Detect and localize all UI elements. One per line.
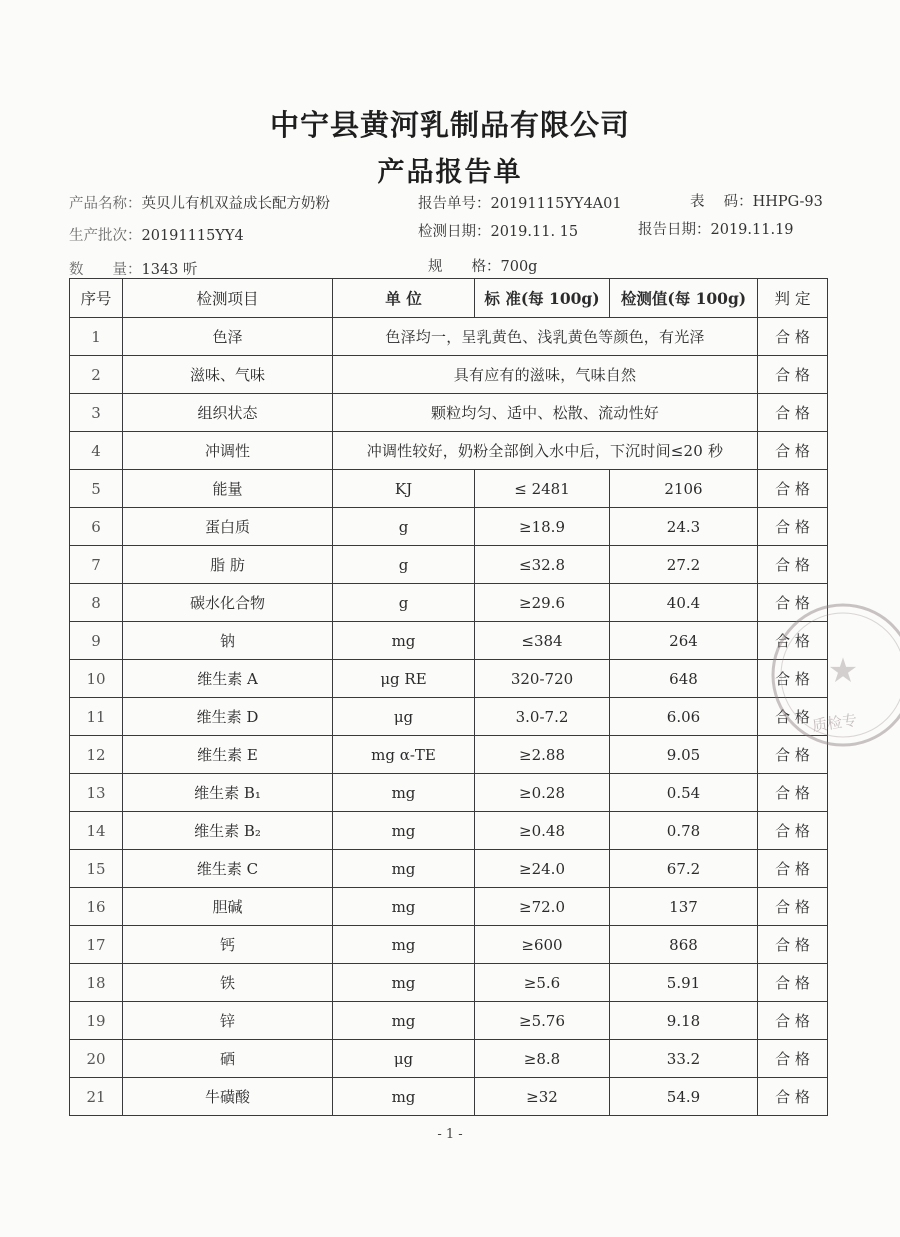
row-no: 18: [70, 964, 123, 1002]
row-item: 维生素 B₁: [123, 774, 333, 812]
row-result: 合 格: [758, 736, 828, 774]
page-number: - 1 -: [437, 1127, 463, 1142]
row-result: 合 格: [758, 318, 828, 356]
table-row: [70, 584, 828, 622]
row-value: 2106: [610, 470, 758, 508]
row-no: 5: [70, 470, 123, 508]
row-no: 16: [70, 888, 123, 926]
row-result: 合 格: [758, 622, 828, 660]
row-value: 67.2: [610, 850, 758, 888]
row-result: 合 格: [758, 774, 828, 812]
row-no: 12: [70, 736, 123, 774]
row-standard: ≥2.88: [475, 736, 610, 774]
row-no: 2: [70, 356, 123, 394]
row-unit: g: [333, 584, 475, 622]
row-value: 0.78: [610, 812, 758, 850]
row-item: 能量: [123, 470, 333, 508]
row-standard: 320-720: [475, 660, 610, 698]
row-standard: ≥0.28: [475, 774, 610, 812]
table-row: [70, 622, 828, 660]
row-value: 27.2: [610, 546, 758, 584]
row-item: 滋味、气味: [123, 356, 333, 394]
quantity: 数 量：1343 听: [69, 262, 198, 278]
row-value: 9.05: [610, 736, 758, 774]
table-body: [70, 318, 828, 1116]
row-no: 13: [70, 774, 123, 812]
row-value: 5.91: [610, 964, 758, 1002]
report-title: 产品报告单: [377, 157, 523, 188]
table-row: [70, 1078, 828, 1116]
row-no: 10: [70, 660, 123, 698]
row-result: 合 格: [758, 660, 828, 698]
table-row: [70, 660, 828, 698]
row-value: 137: [610, 888, 758, 926]
row-no: 15: [70, 850, 123, 888]
row-item: 脂 肪: [123, 546, 333, 584]
row-standard: ≤32.8: [475, 546, 610, 584]
row-value: 0.54: [610, 774, 758, 812]
row-result: 合 格: [758, 812, 828, 850]
row-no: 21: [70, 1078, 123, 1116]
row-value: 24.3: [610, 508, 758, 546]
row-description: 具有应有的滋味，气味自然: [333, 356, 758, 394]
stamp-star: ★: [827, 651, 859, 691]
quality-stamp: [758, 590, 900, 760]
row-standard: ≥5.6: [475, 964, 610, 1002]
row-value: 868: [610, 926, 758, 964]
row-no: 11: [70, 698, 123, 736]
row-no: 14: [70, 812, 123, 850]
row-standard: ≤384: [475, 622, 610, 660]
row-item: 维生素 B₂: [123, 812, 333, 850]
row-result: 合 格: [758, 964, 828, 1002]
table-row: [70, 318, 828, 356]
row-value: 54.9: [610, 1078, 758, 1116]
row-result: 合 格: [758, 584, 828, 622]
row-result: 合 格: [758, 926, 828, 964]
row-item: 铁: [123, 964, 333, 1002]
row-item: 维生素 C: [123, 850, 333, 888]
table-row: [70, 470, 828, 508]
row-no: 4: [70, 432, 123, 470]
row-unit: g: [333, 508, 475, 546]
table-row: [70, 736, 828, 774]
row-standard: ≥18.9: [475, 508, 610, 546]
table-row: [70, 1040, 828, 1078]
row-no: 7: [70, 546, 123, 584]
row-unit: mg: [333, 964, 475, 1002]
test-date: 检测日期：2019.11. 15: [418, 224, 579, 240]
table-row: [70, 356, 828, 394]
row-unit: KJ: [333, 470, 475, 508]
row-item: 硒: [123, 1040, 333, 1078]
row-result: 合 格: [758, 432, 828, 470]
row-no: 17: [70, 926, 123, 964]
stamp-text: 质检专: [811, 710, 859, 736]
row-no: 19: [70, 1002, 123, 1040]
table-row: [70, 774, 828, 812]
row-no: 1: [70, 318, 123, 356]
row-result: 合 格: [758, 888, 828, 926]
row-unit: mg: [333, 774, 475, 812]
row-unit: g: [333, 546, 475, 584]
table-row: [70, 1002, 828, 1040]
row-unit: mg: [333, 850, 475, 888]
table-row: [70, 508, 828, 546]
header-item: 检测项目: [123, 279, 333, 318]
row-result: 合 格: [758, 546, 828, 584]
row-item: 牛磺酸: [123, 1078, 333, 1116]
row-value: 648: [610, 660, 758, 698]
row-result: 合 格: [758, 1002, 828, 1040]
report-date: 报告日期：2019.11.19: [638, 222, 794, 238]
row-value: 264: [610, 622, 758, 660]
row-item: 钠: [123, 622, 333, 660]
row-unit: mg: [333, 926, 475, 964]
production-batch: 生产批次：20191115YY4: [69, 228, 244, 244]
row-description: 颗粒均匀、适中、松散、流动性好: [333, 394, 758, 432]
row-item: 胆碱: [123, 888, 333, 926]
row-result: 合 格: [758, 470, 828, 508]
table-row: [70, 888, 828, 926]
report-number: 报告单号：20191115YY4A01: [418, 196, 622, 212]
row-result: 合 格: [758, 356, 828, 394]
row-item: 蛋白质: [123, 508, 333, 546]
form-code: 表 码：HHPG-93: [690, 194, 823, 210]
row-standard: ≤ 2481: [475, 470, 610, 508]
table-header-row: [70, 279, 828, 318]
row-item: 维生素 A: [123, 660, 333, 698]
row-item: 维生素 D: [123, 698, 333, 736]
row-standard: 3.0-7.2: [475, 698, 610, 736]
row-result: 合 格: [758, 1078, 828, 1116]
row-result: 合 格: [758, 394, 828, 432]
table-row: [70, 394, 828, 432]
row-no: 6: [70, 508, 123, 546]
row-value: 40.4: [610, 584, 758, 622]
row-unit: μg: [333, 698, 475, 736]
row-standard: ≥8.8: [475, 1040, 610, 1078]
row-description: 色泽均一，呈乳黄色、浅乳黄色等颜色，有光泽: [333, 318, 758, 356]
row-value: 33.2: [610, 1040, 758, 1078]
row-unit: μg RE: [333, 660, 475, 698]
row-item: 维生素 E: [123, 736, 333, 774]
row-standard: ≥29.6: [475, 584, 610, 622]
row-standard: ≥0.48: [475, 812, 610, 850]
table-row: [70, 432, 828, 470]
row-value: 6.06: [610, 698, 758, 736]
specification: 规 格：700g: [428, 259, 538, 275]
row-item: 碳水化合物: [123, 584, 333, 622]
table-row: [70, 698, 828, 736]
table-row: [70, 926, 828, 964]
row-item: 色泽: [123, 318, 333, 356]
row-unit: μg: [333, 1040, 475, 1078]
row-unit: mg: [333, 812, 475, 850]
row-unit: mg: [333, 622, 475, 660]
row-no: 9: [70, 622, 123, 660]
row-no: 3: [70, 394, 123, 432]
table-row: [70, 850, 828, 888]
test-results-table: [69, 278, 828, 1116]
row-item: 钙: [123, 926, 333, 964]
company-name: 中宁县黄河乳制品有限公司: [269, 108, 630, 142]
row-no: 20: [70, 1040, 123, 1078]
row-unit: mg: [333, 888, 475, 926]
row-standard: ≥5.76: [475, 1002, 610, 1040]
row-item: 锌: [123, 1002, 333, 1040]
row-description: 冲调性较好，奶粉全部倒入水中后，下沉时间≤20 秒: [333, 432, 758, 470]
row-unit: mg: [333, 1002, 475, 1040]
row-result: 合 格: [758, 698, 828, 736]
row-standard: ≥72.0: [475, 888, 610, 926]
header-unit: 单 位: [333, 279, 475, 318]
row-no: 8: [70, 584, 123, 622]
row-result: 合 格: [758, 508, 828, 546]
row-standard: ≥24.0: [475, 850, 610, 888]
product-name: 产品名称：英贝儿有机双益成长配方奶粉: [69, 196, 330, 212]
table-row: [70, 812, 828, 850]
row-result: 合 格: [758, 850, 828, 888]
row-standard: ≥600: [475, 926, 610, 964]
row-standard: ≥32: [475, 1078, 610, 1116]
row-unit: mg: [333, 1078, 475, 1116]
header-result: 判 定: [758, 279, 828, 318]
header-value: 检测值(每 100g): [610, 279, 758, 318]
table-row: [70, 546, 828, 584]
row-item: 冲调性: [123, 432, 333, 470]
row-result: 合 格: [758, 1040, 828, 1078]
row-unit: mg α-TE: [333, 736, 475, 774]
row-item: 组织状态: [123, 394, 333, 432]
row-value: 9.18: [610, 1002, 758, 1040]
table-row: [70, 964, 828, 1002]
header-standard: 标 准(每 100g): [475, 279, 610, 318]
header-no: 序号: [70, 279, 123, 318]
